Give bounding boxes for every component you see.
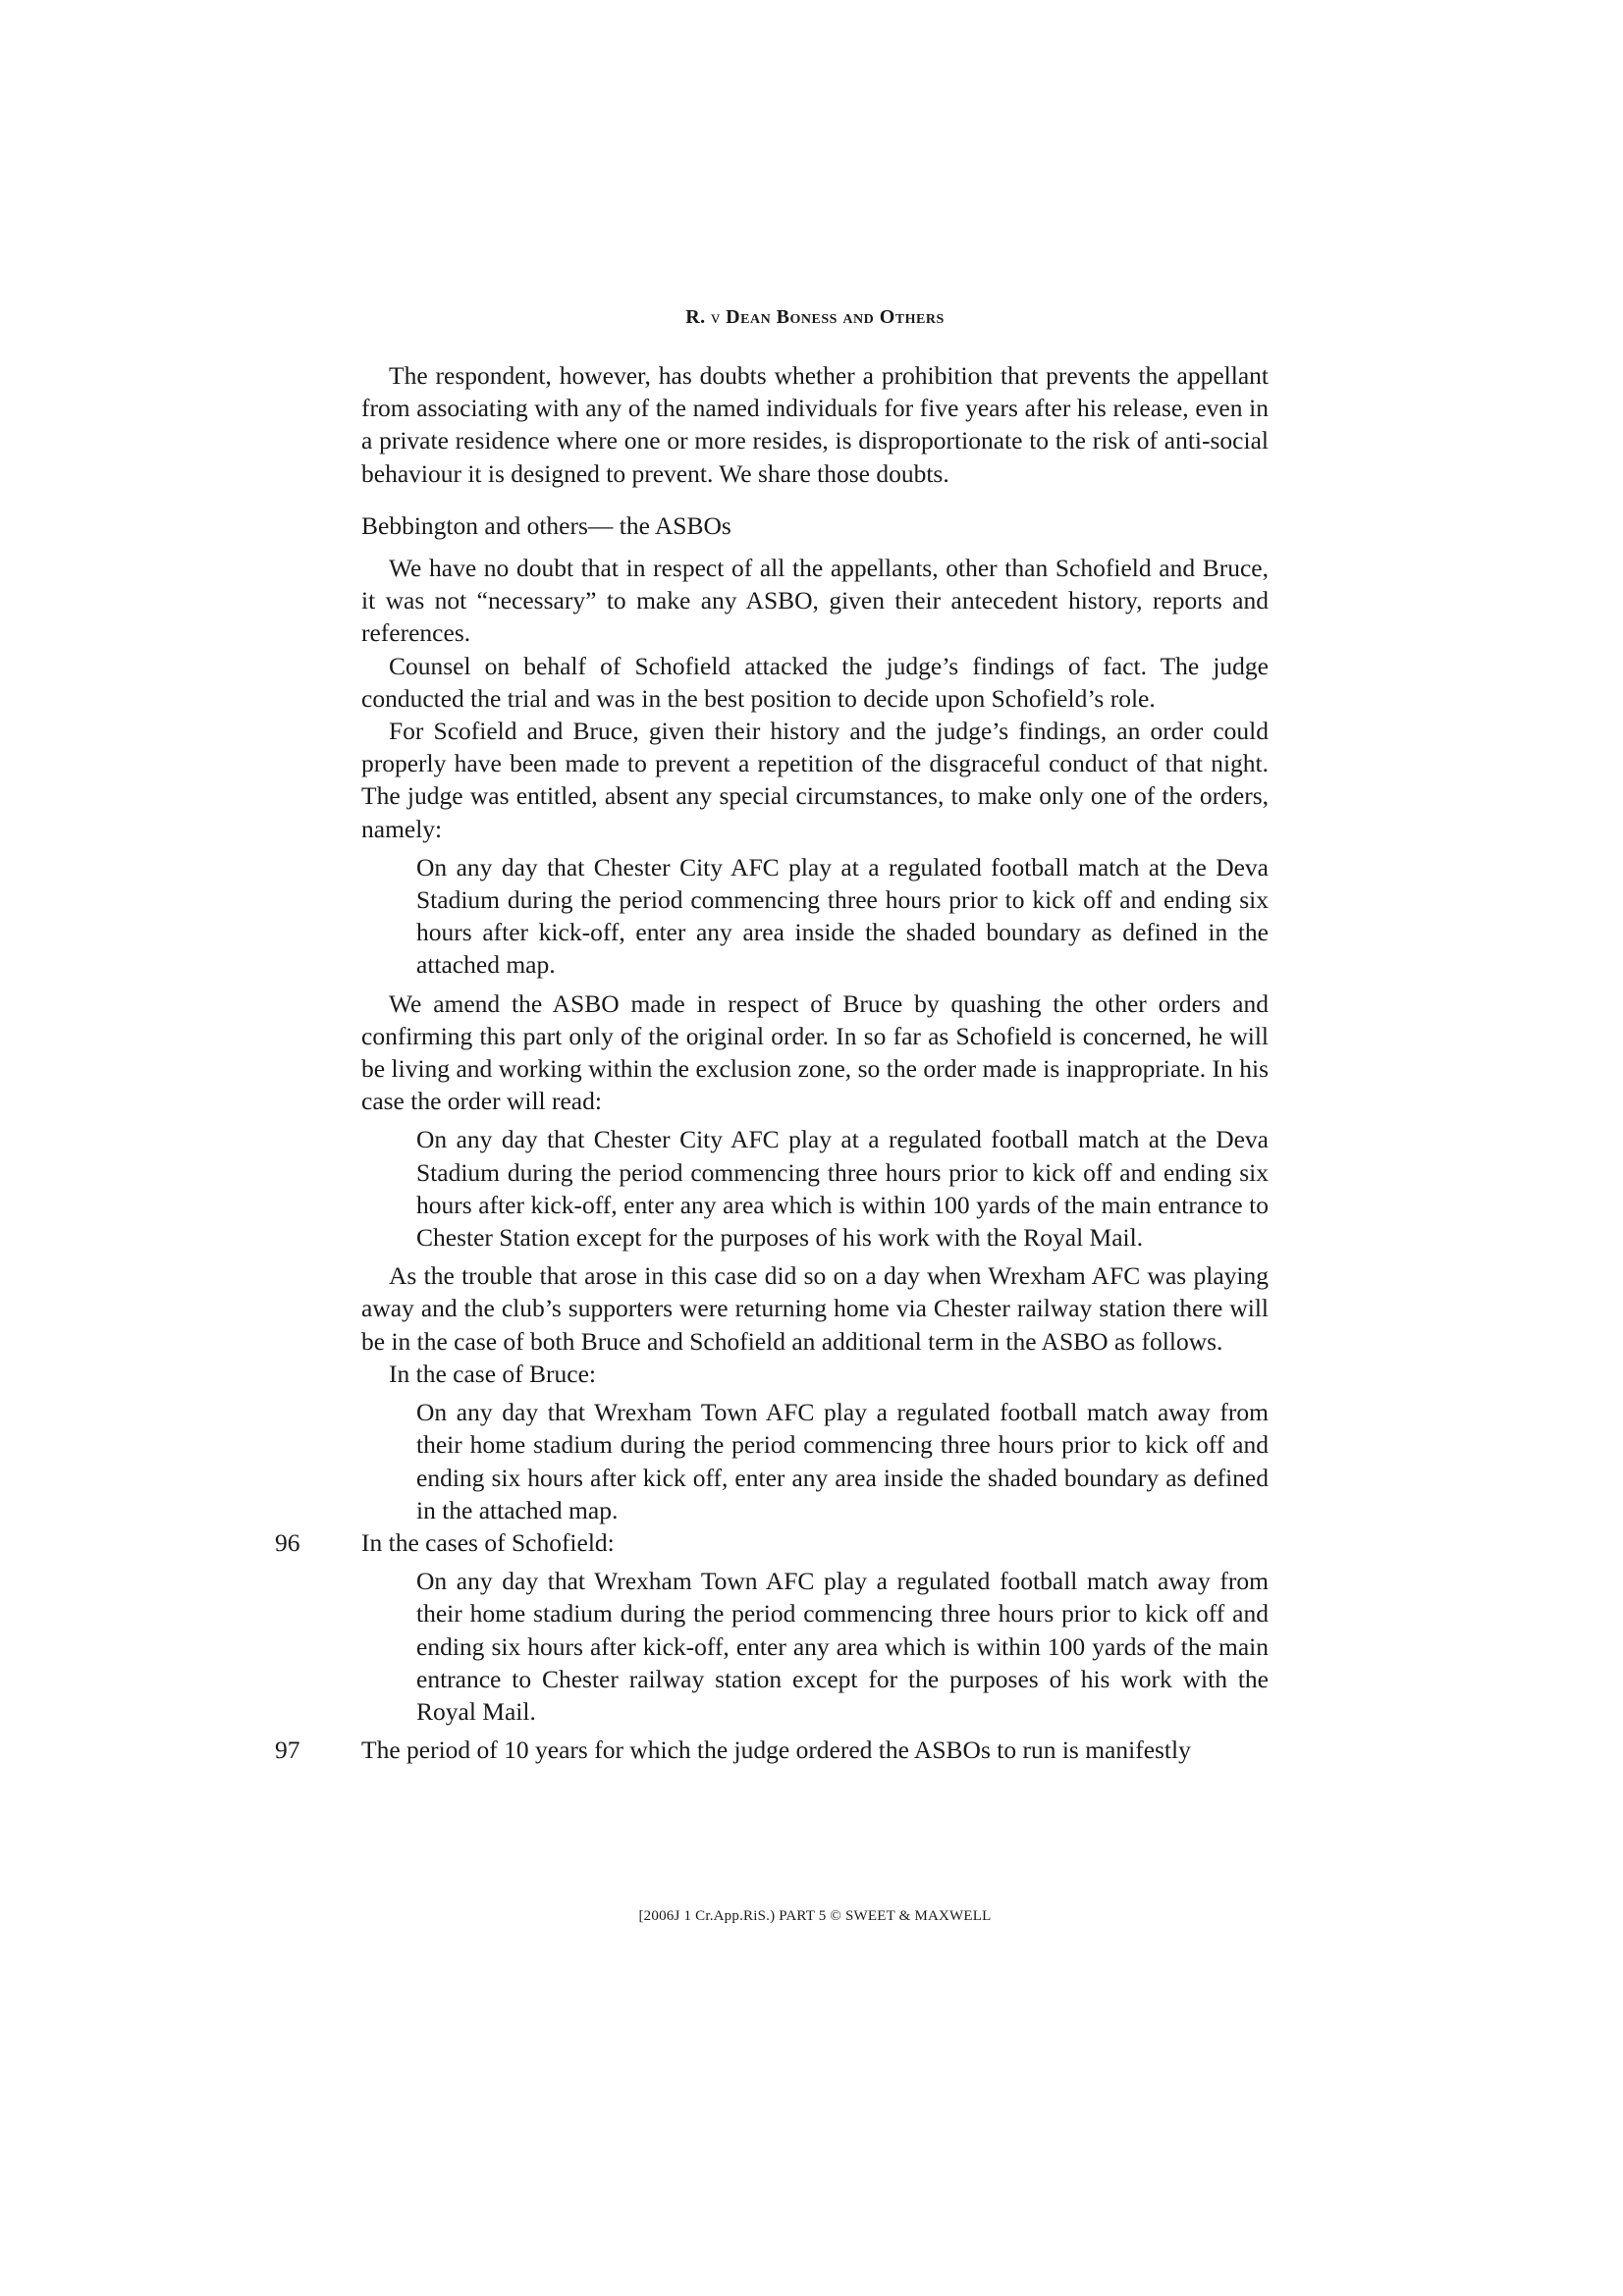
running-head-r: R. bbox=[685, 306, 706, 328]
paragraph-97 bbox=[275, 1734, 1269, 1766]
quote-order-wrexham-map: On any day that Wrexham Town AFC play a regulated football match away from their home stadium during the period commencing three hours prior to kick off and ending six hours after kick off, enter any area inside the shaded boundary as defined in the attached map. bbox=[416, 1398, 1269, 1524]
quote-order-wrexham-station: On any day that Wrexham Town AFC play a regulated football match away from their home stadium during the period commencing three hours prior to kick off and ending six hours after kick-off, enter any area which is within 100 yards of the main entrance to Chester railway station except for the purposes of his work with the Royal Mail. bbox=[416, 1567, 1269, 1726]
paragraph-no-doubt: We have no doubt that in respect of all the appellants, other than Schofield and Bruce, it was not “necessary” to make any ASBO, given their antecedent history, reports and references. bbox=[361, 554, 1269, 648]
paragraph-number-96: 96 bbox=[275, 1527, 300, 1557]
paragraph-amend-asbo: We amend the ASBO made in respect of Bruce by quashing the other orders and confirming this part only of the original order. In so far as Schofield is concerned, he will be living and working within the exclusion zone, so the order made is inappropriate. In his case the order will read: bbox=[361, 988, 1269, 1116]
running-head-v: v bbox=[711, 307, 721, 327]
paragraph-scofield-bruce: For Scofield and Bruce, given their history and the judge’s findings, an order could properly have been made to prevent a repetition of the disgraceful conduct of that night. The judge was entitled, absent any special circumstances, to make only one of the orders, namely: bbox=[361, 717, 1269, 843]
page-footer: [2006J 1 Cr.App.RiS.) PART 5 © SWEET & MAXWELL bbox=[638, 1908, 992, 1924]
paragraph-96 bbox=[275, 1526, 1269, 1559]
paragraph-case-of-bruce: In the case of Bruce: bbox=[389, 1359, 596, 1388]
quote-order-chester-map: On any day that Chester City AFC play at a regulated football match at the Deva Stadium during the period commencing three hours prior to kick off and ending six hours after kick-off, enter any area inside the shaded boundary as defined in the attached map. bbox=[416, 852, 1269, 980]
paragraph-respondent-doubts: The respondent, however, has doubts whether a prohibition that prevents the appellant from associating with any of the named individuals for five years after his release, even in a private residence where one or more resides, is disproportionate to the risk of anti-social behaviour it is designed to prevent. We share those doubts. bbox=[361, 361, 1269, 488]
paragraph-96-text: In the cases of Schofield: bbox=[361, 1527, 615, 1557]
paragraph-97-text: The period of 10 years for which the judge ordered the ASBOs to run is manifestly bbox=[361, 1735, 1191, 1765]
section-heading: Bebbington and others— the ASBOs bbox=[361, 510, 731, 540]
running-head-title: Dean Boness and Others bbox=[726, 306, 945, 328]
paragraph-trouble-wrexham: As the trouble that arose in this case did so on a day when Wrexham AFC was playing away and the club’s supporters were returning home via Chester railway station there will be in the case of both Bruce and Schofield an additional term in the ASBO as follows. bbox=[361, 1261, 1269, 1356]
quote-order-chester-station: On any day that Chester City AFC play at a regulated football match at the Deva Stadium during the period commencing three hours prior to kick off and ending six hours after kick-off, enter any area which is within 100 yards of the main entrance to Chester Station except for the purposes of his work with the Royal Mail. bbox=[416, 1125, 1269, 1253]
body-text bbox=[275, 359, 1269, 1766]
paragraph-counsel: Counsel on behalf of Schofield attacked the judge’s findings of fact. The judge conducted the trial and was in the best position to decide upon Schofield’s role. bbox=[361, 651, 1269, 713]
paragraph-number-97: 97 bbox=[275, 1735, 300, 1765]
running-head bbox=[361, 306, 1269, 329]
